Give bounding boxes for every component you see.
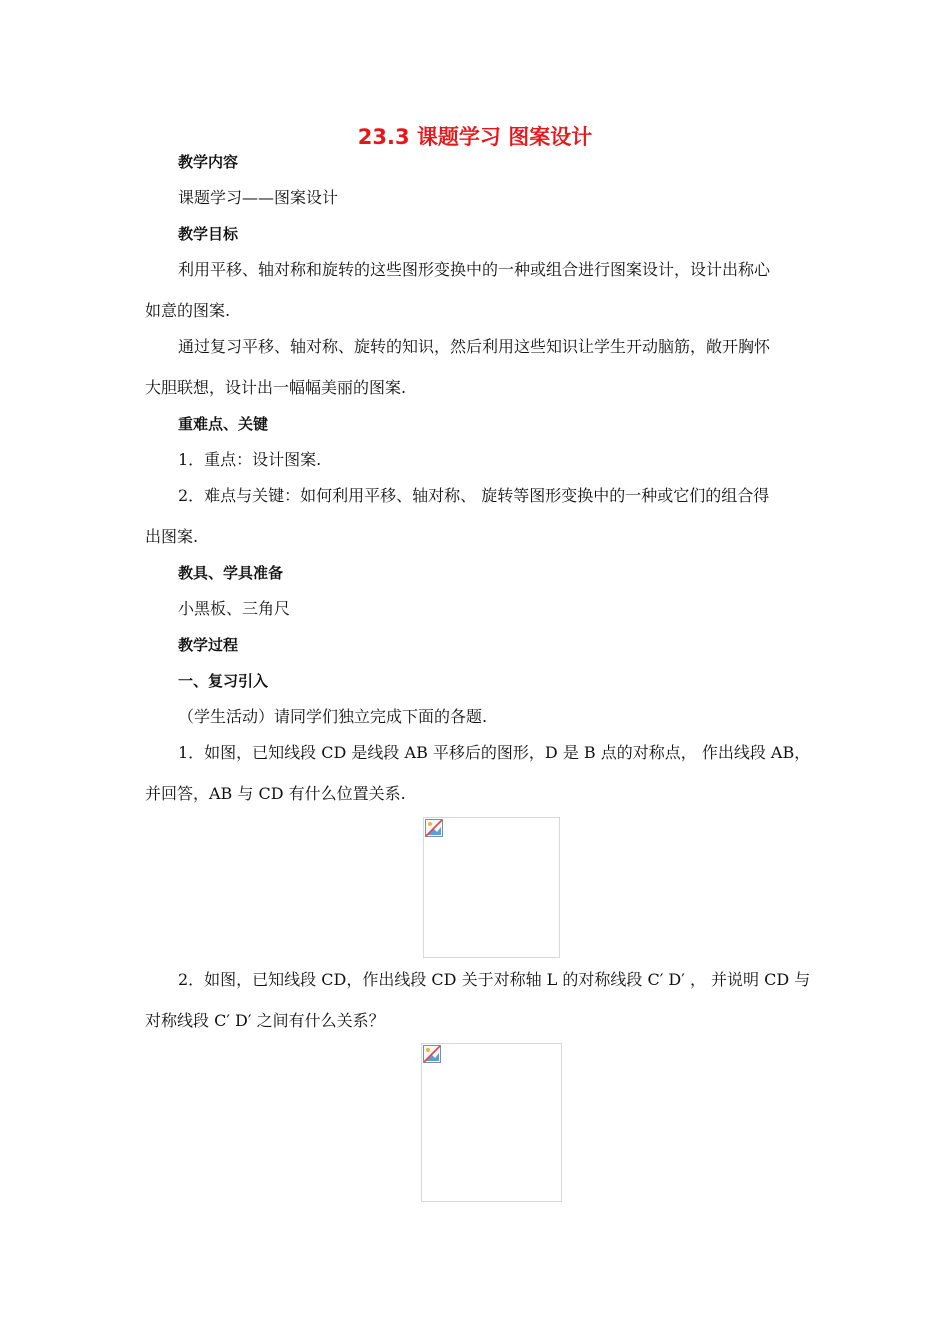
broken-image-icon (423, 1045, 441, 1063)
tools-text: 小黑板、三角尺 (178, 599, 291, 618)
key-point-1: 1．重点：设计图案. (178, 450, 322, 469)
page-title: 23.3 课题学习 图案设计 (357, 125, 593, 149)
content-text: 课题学习——图案设计 (178, 188, 339, 207)
goal1-line2: 如意的图案. (145, 301, 231, 320)
activity-text: （学生活动）请同学们独立完成下面的各题. (178, 707, 488, 726)
figure-2 (421, 1043, 562, 1202)
question1-line2: 并回答，AB 与 CD 有什么位置关系. (145, 784, 406, 803)
heading-goals: 教学目标 (178, 225, 239, 243)
figure-1 (423, 817, 560, 958)
key-point-2-line2: 出图案. (145, 527, 199, 546)
heading-key: 重难点、关键 (178, 415, 269, 433)
goal2-line1: 通过复习平移、轴对称、旋转的知识，然后利用这些知识让学生开动脑筋，敞开胸怀 (178, 337, 771, 356)
heading-tools: 教具、学具准备 (178, 564, 284, 582)
key-point-2-line1: 2．难点与关键：如何利用平移、轴对称、 旋转等图形变换中的一种或它们的组合得 (178, 486, 770, 505)
goal2-line2: 大胆联想，设计出一幅幅美丽的图案. (145, 378, 407, 397)
question2-line2: 对称线段 C′ D′ 之间有什么关系？ (145, 1011, 385, 1030)
broken-image-icon (425, 819, 443, 837)
question1-line1: 1．如图，已知线段 CD 是线段 AB 平移后的图形，D 是 B 点的对称点， 作出线段 AB， (178, 743, 811, 762)
heading-part1: 一、复习引入 (178, 672, 269, 690)
heading-content: 教学内容 (178, 153, 239, 171)
question2-line1: 2．如图，已知线段 CD，作出线段 CD 关于对称轴 L 的对称线段 C′ D′ ， 并说明 CD 与 (178, 970, 811, 989)
heading-process: 教学过程 (178, 636, 239, 654)
goal1-line1: 利用平移、轴对称和旋转的这些图形变换中的一种或组合进行图案设计，设计出称心 (178, 260, 771, 279)
